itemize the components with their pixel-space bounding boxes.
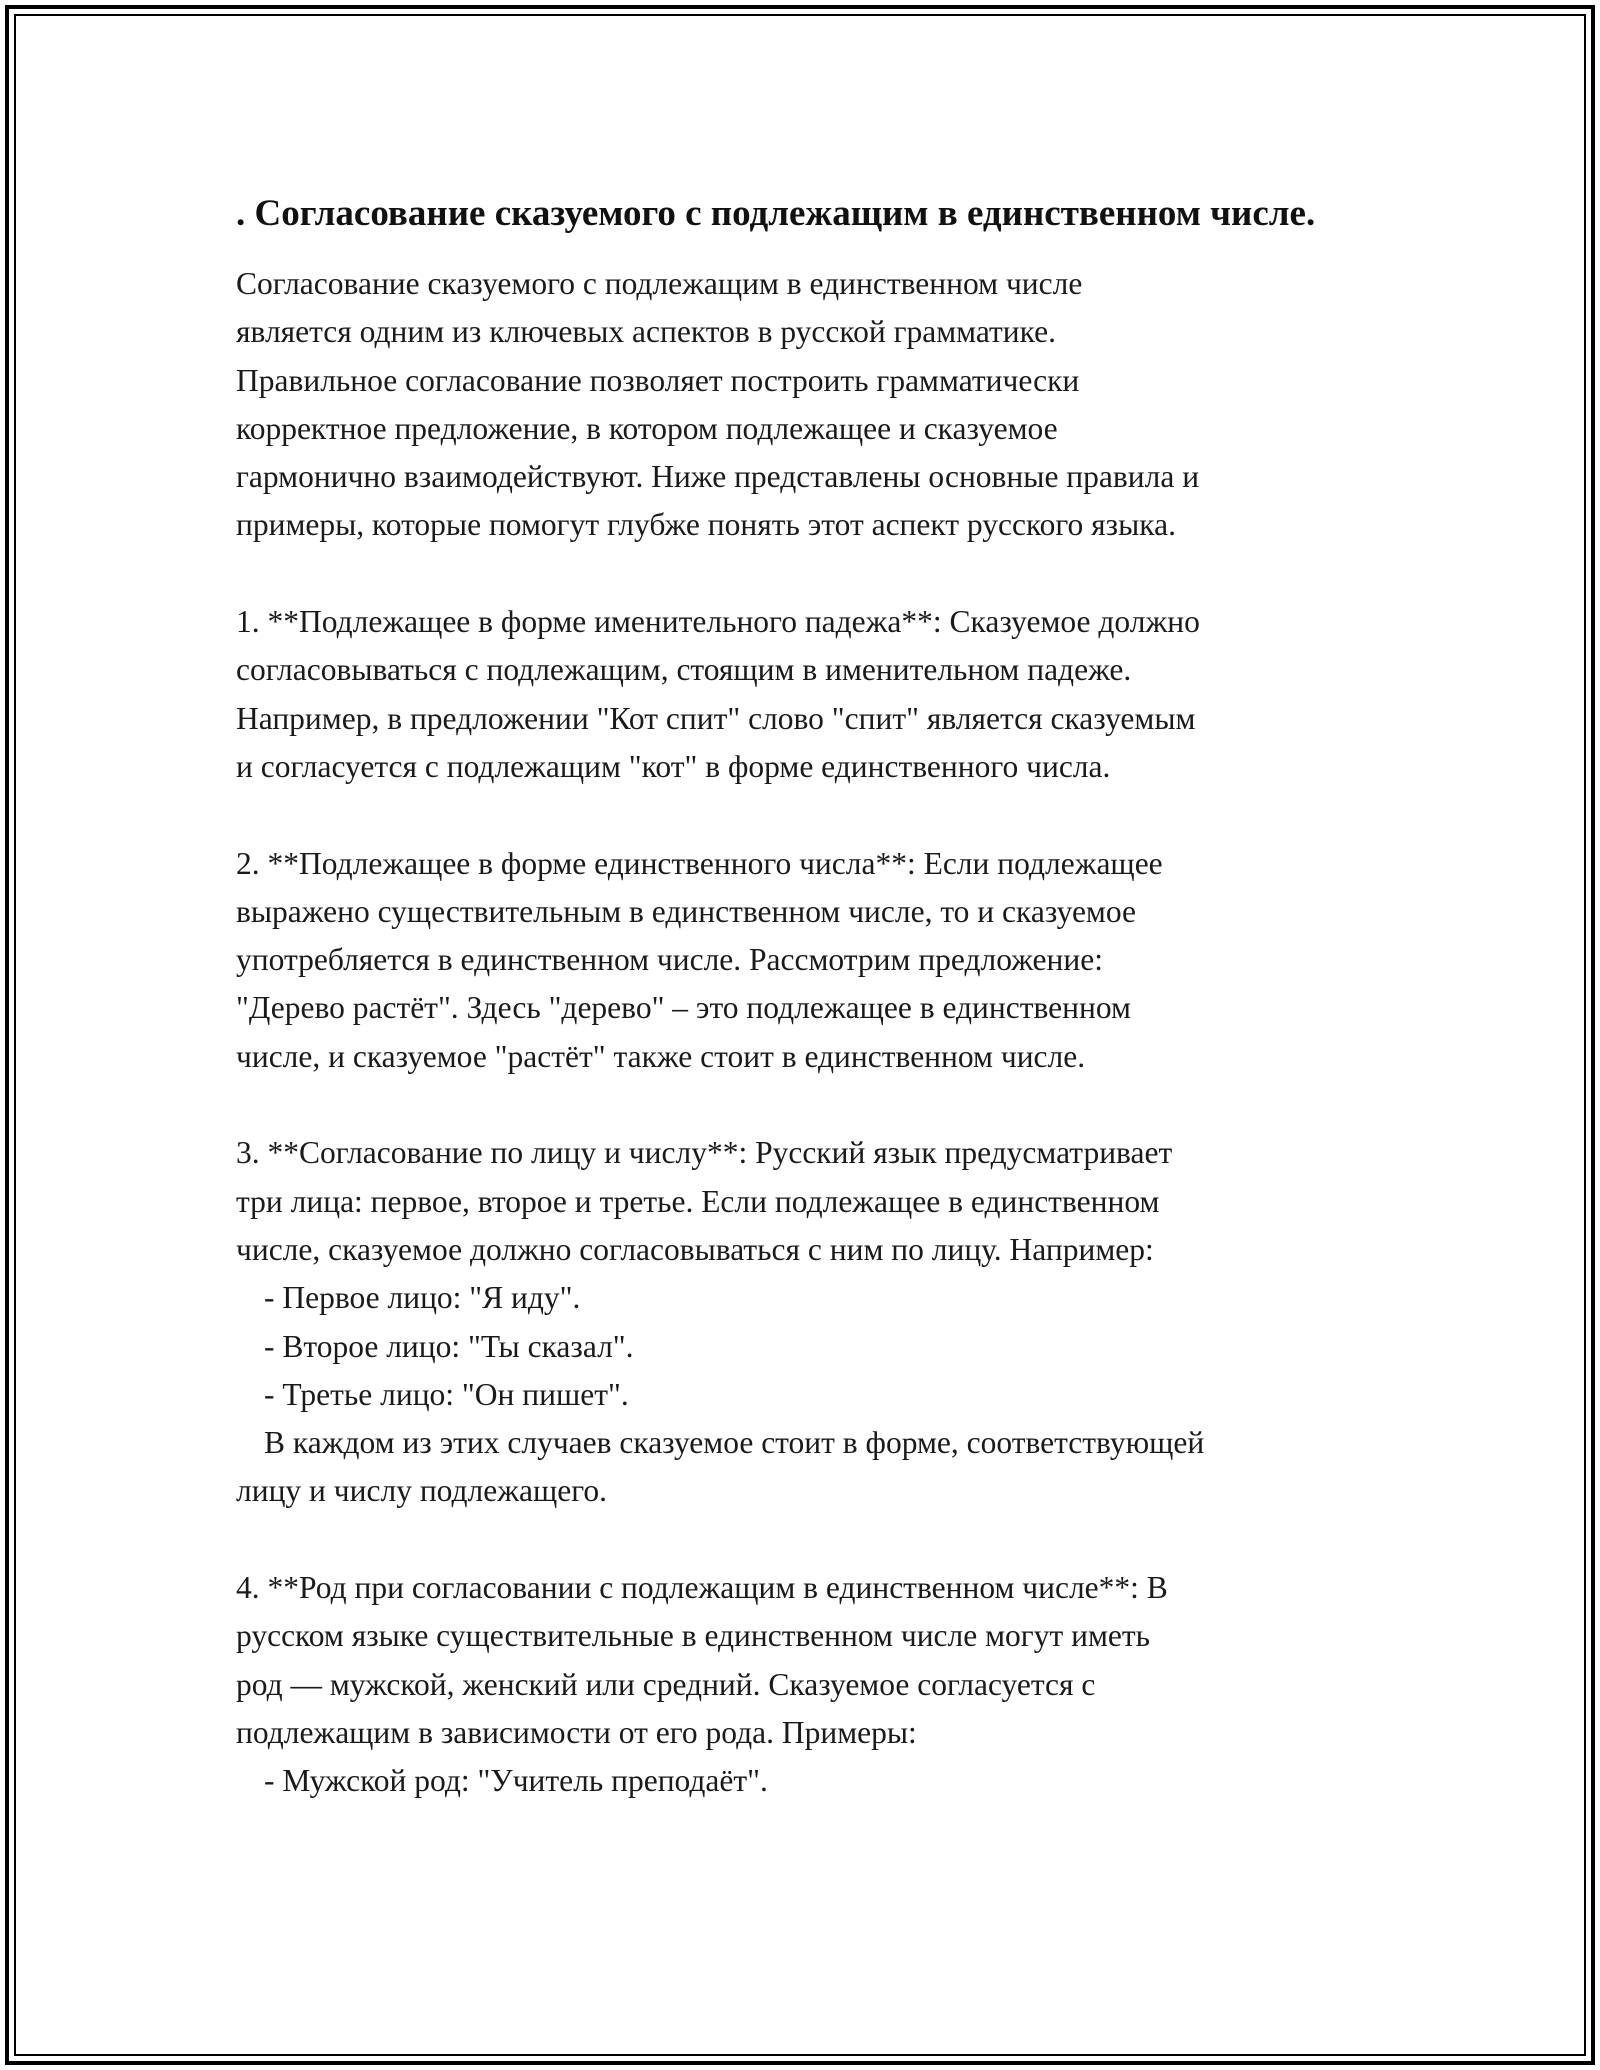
- example-line: - Третье лицо: "Он пишет".: [264, 1376, 629, 1412]
- example-line: - Мужской род: "Учитель преподаёт".: [264, 1763, 768, 1799]
- text-line: 3. **Согласование по лицу и числу**: Русский язык предусматривает: [236, 1135, 1173, 1171]
- example-line: В каждом из этих случаев сказуемое стоит в форме, соответствующей: [264, 1425, 1205, 1461]
- text-line: лицу и числу подлежащего.: [236, 1473, 607, 1509]
- text-line: гармонично взаимодействуют. Ниже представлены основные правила и: [236, 459, 1200, 495]
- text-line: 1. **Подлежащее в форме именительного падежа**: Сказуемое должно: [236, 604, 1200, 640]
- text-line: "Дерево растёт". Здесь "дерево" – это подлежащее в единственном: [236, 990, 1131, 1026]
- text-line: род — мужской, женский или средний. Сказуемое согласуется с: [236, 1666, 1096, 1702]
- text-line: корректное предложение, в котором подлежащее и сказуемое: [236, 410, 1058, 446]
- text-line: числе, и сказуемое "растёт" также стоит в единственном числе.: [236, 1038, 1086, 1074]
- example-line: - Первое лицо: "Я иду".: [264, 1280, 581, 1316]
- text-line: примеры, которые помогут глубже понять этот аспект русского языка.: [236, 507, 1176, 543]
- text-line: Например, в предложении "Кот спит" слово "спит" является сказуемым: [236, 700, 1196, 736]
- paragraph-spacer: [236, 550, 1376, 598]
- paragraph-spacer: [236, 791, 1376, 839]
- text-line: и согласуется с подлежащим "кот" в форме единственного числа.: [236, 748, 1111, 784]
- text-line: числе, сказуемое должно согласовываться с ним по лицу. Например:: [236, 1231, 1154, 1267]
- paragraph-spacer: [236, 1516, 1376, 1564]
- text-line: употребляется в единственном числе. Рассмотрим предложение:: [236, 942, 1103, 978]
- paragraph-spacer: [236, 1081, 1376, 1129]
- example-line: - Второе лицо: "Ты сказал".: [264, 1328, 634, 1364]
- text-line: 2. **Подлежащее в форме единственного числа**: Если подлежащее: [236, 845, 1163, 881]
- document-content: [236, 186, 1376, 1806]
- text-line: 4. **Род при согласовании с подлежащим в единственном числе**: В: [236, 1570, 1168, 1606]
- text-line: русском языке существительные в единственном числе могут иметь: [236, 1618, 1151, 1654]
- text-line: подлежащим в зависимости от его рода. Примеры:: [236, 1714, 917, 1750]
- document-title: . Согласование сказуемого с подлежащим в единственном числе.: [236, 193, 1316, 234]
- text-line: три лица: первое, второе и третье. Если подлежащее в единственном: [236, 1183, 1160, 1219]
- text-line: выражено существительным в единственном числе, то и сказуемое: [236, 893, 1136, 929]
- text-line: является одним из ключевых аспектов в русской грамматике.: [236, 314, 1057, 350]
- text-line: согласовываться с подлежащим, стоящим в именительном падеже.: [236, 652, 1132, 688]
- text-line: Правильное согласование позволяет построить грамматически: [236, 362, 1080, 398]
- text-line: Согласование сказуемого с подлежащим в единственном числе: [236, 266, 1083, 301]
- document-body: [236, 260, 1376, 1806]
